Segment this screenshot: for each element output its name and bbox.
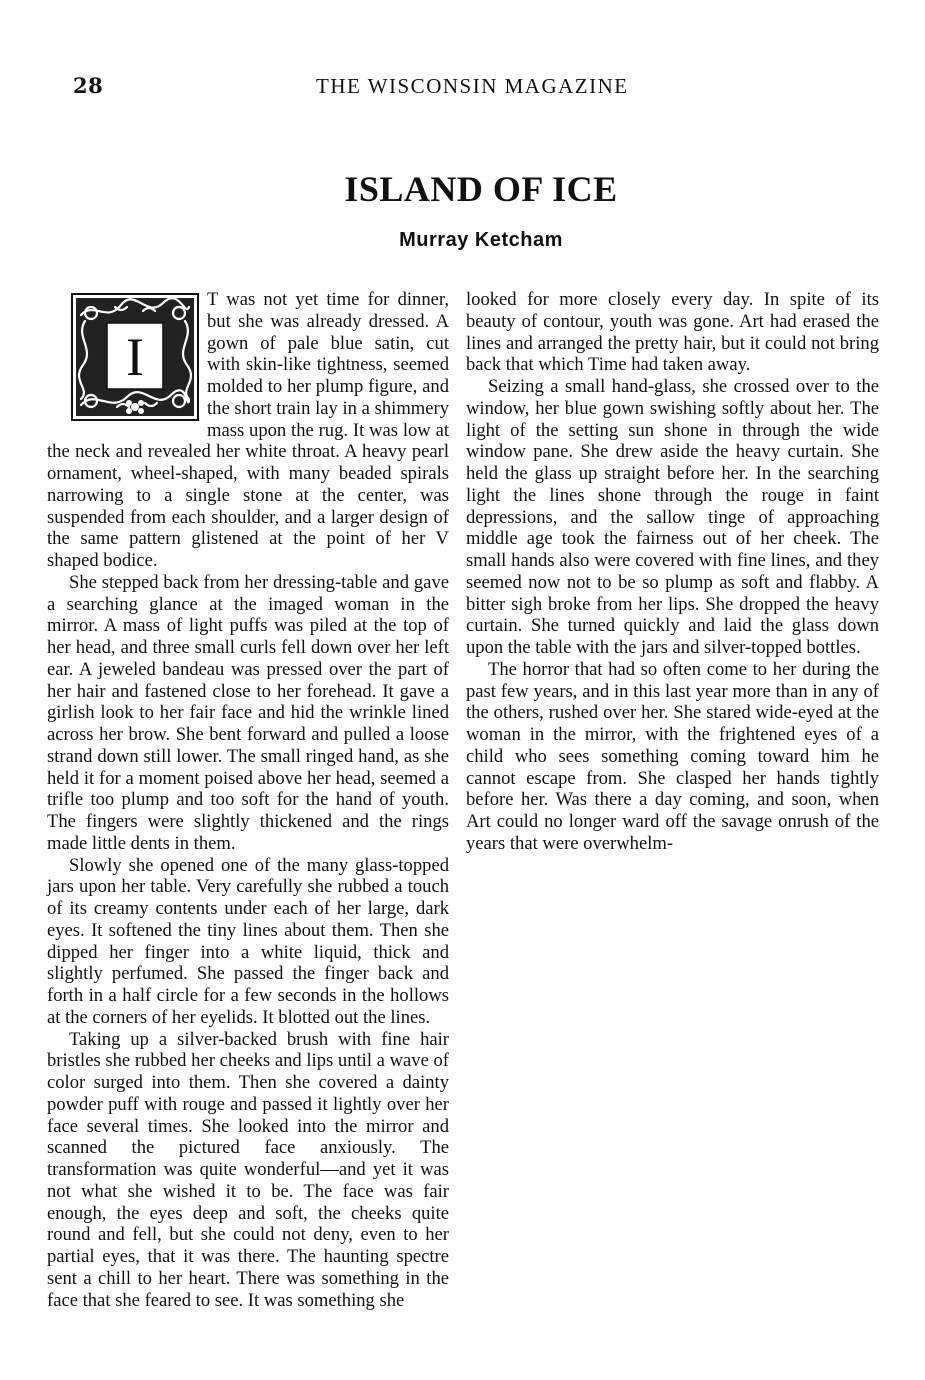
drop-cap-letter: I: [126, 327, 144, 387]
paragraph: She stepped back from her dressing-table and gave a searching glance at the imaged woman in the mirror. A mass of light puffs was piled at the top of her head, and three small curls fell down over her left ear. A jeweled bandeau was pressed over the part of her hair and fastened close to her forehead. It gave a girlish look to her fair face and hid the wrinkle lined across her brow. She bent forward and pulled a loose strand down still lower. The small ringed hand, as she held it for a moment poised above her head, seemed a trifle too plump and too soft for the hand of youth. The fingers were slightly thickened and the rings made little dents in them.: [47, 571, 449, 854]
page-number: 28: [73, 73, 104, 98]
paragraph-continued: [47, 1029, 449, 1312]
paragraph: [47, 289, 449, 572]
paragraph: The horror that had so often come to her during the past few years, and in this last year more than in any of the others, rushed over her. She stared wide-eyed at the woman in the mirror, with the frightened eyes of a child who sees something coming toward him he cannot escape from. She clasped her hands tightly before her. Was there a day coming, and soon, when Art could no longer ward off the savage onrush of the years that were overwhelm-: [466, 658, 879, 854]
paragraph-text: T was not yet time for dinner, but she was already dressed. A gown of pale blue satin, cut with skin-like tightness, seemed molded to her plump figure, and the short train lay in a shimmery mass upon the rug. It was low at the neck and revealed her white throat. A heavy pearl ornament, wheel-shaped, with many beaded spirals narrowing to a single stone at the center, was suspended from each shoulder, and a larger design of the same pattern glistened at the point of her V shaped bodice.: [47, 289, 449, 571]
drop-cap-ornament: [71, 293, 199, 421]
paragraph: Seizing a small hand-glass, she crossed over to the window, her blue gown swishing softly about her. The light of the setting sun shone in through the wide window pane. She drew aside the heavy curtain. She held the glass up straight before her. In the searching light the lines shone through the rouge in faint depressions, and the sallow tinge of approaching middle age took the fairness out of her cheek. The small hands also were covered with fine lines, and they seemed now not to be so plump as soft and flabby. A bitter sigh broke from her lips. She dropped the heavy curtain. She turned quickly and laid the glass down upon the table with the jars and silver-topped bottles.: [466, 376, 879, 658]
paragraph-continued: looked for more closely every day. In spite of its beauty of contour, youth was gone. Art had erased the lines and arranged the pretty hair, but it could not bring back that which Time had taken away.: [466, 289, 879, 376]
author-byline: Murray Ketcham: [399, 229, 563, 251]
article-title: ISLAND OF ICE: [344, 169, 618, 209]
running-head: THE WISCONSIN MAGAZINE: [316, 74, 629, 98]
paragraph-text: Taking up a silver-backed brush with fine hair bristles she rubbed her cheeks and lips until a wave of color surged into them. Then she covered a dainty powder puff with rouge and passed it lightly over her face several times. She looked into the mirror and scanned the pictured face anxiously. The transformation was quite wonderful—and yet it was not what she wished it to be. The face was fair enough, the eyes deep and soft, the cheeks quite round and fell, but she could not deny, even to her partial eyes, that it was there. The haunting spectre sent a chill to her heart. There was something in the face that she feared to see. It was something she: [47, 1028, 449, 1311]
paragraph: Slowly she opened one of the many glass-topped jars upon her table. Very carefully she rubbed a touch of its creamy contents under each of her large, dark eyes. It softened the tiny lines about them. Then she dipped her finger into a white liquid, thick and slightly perfumed. She passed the finger back and forth in a half circle for a few seconds in the hollows at the corners of her eyelids. It blotted out the lines.: [47, 854, 449, 1028]
text-column-left: [47, 289, 449, 1311]
text-column-right: [466, 289, 879, 855]
